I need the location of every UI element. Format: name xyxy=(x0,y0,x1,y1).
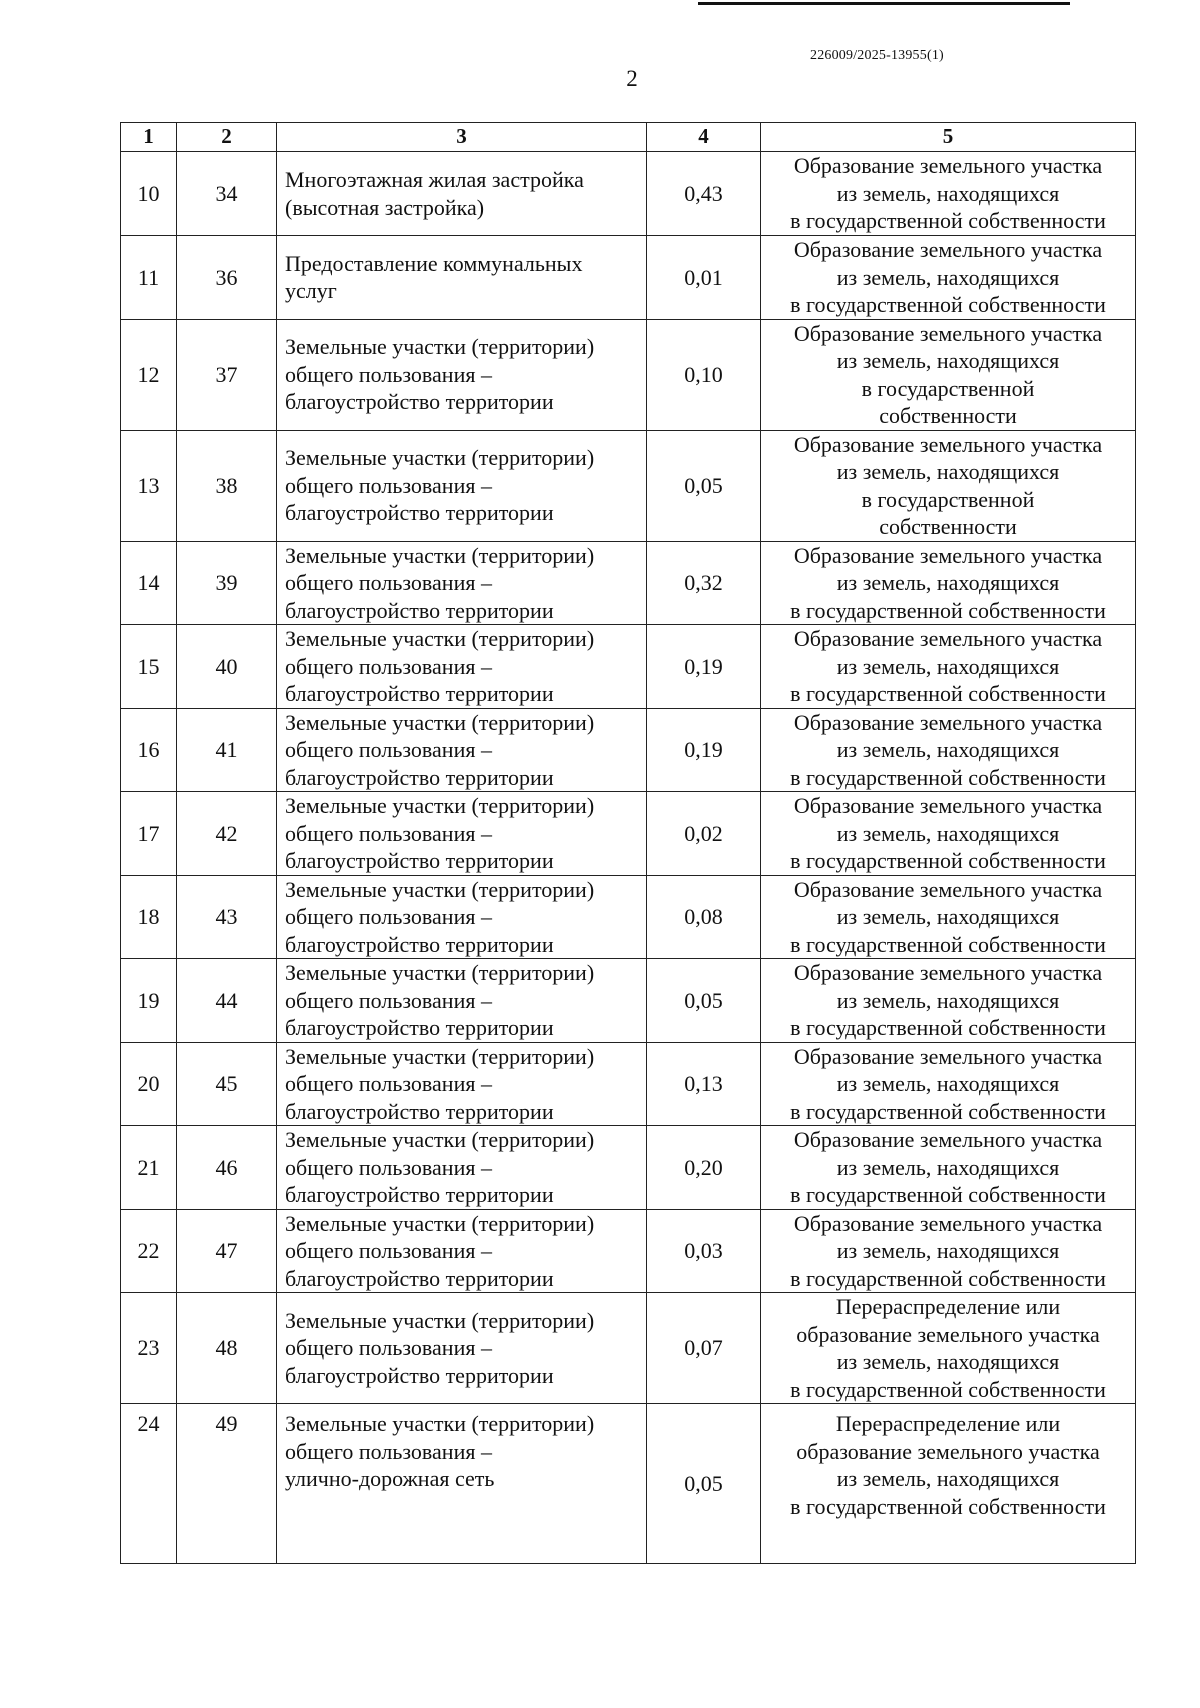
cell-plot-number: 41 xyxy=(177,708,277,792)
cell-formation-method-line: Образование земельного участка xyxy=(793,626,1103,651)
cell-formation-method xyxy=(761,236,1136,320)
table-header-row xyxy=(121,123,1136,152)
cell-permitted-use-line: Земельные участки (территории) xyxy=(285,1043,595,1069)
column-header: 1 xyxy=(121,123,177,152)
cell-plot-number: 40 xyxy=(177,625,277,709)
cell-plot-number: 44 xyxy=(177,959,277,1043)
cell-formation-method-line: из земель, находящихся xyxy=(836,459,1060,484)
cell-area: 0,02 xyxy=(647,792,761,876)
cell-formation-method-line: собственности xyxy=(879,403,1017,428)
cell-plot-number: 36 xyxy=(177,236,277,320)
cell-permitted-use-line: общего пользования – xyxy=(285,1071,492,1096)
cell-permitted-use-line: общего пользования – xyxy=(285,472,492,498)
table-row xyxy=(121,152,1136,236)
cell-formation-method-line: в государственной собственности xyxy=(790,1015,1106,1040)
cell-area: 0,19 xyxy=(647,625,761,709)
cell-permitted-use-line: Земельные участки (территории) xyxy=(285,709,595,735)
cell-permitted-use-line: Земельные участки (территории) xyxy=(285,960,595,985)
cell-formation-method xyxy=(761,875,1136,959)
cell-permitted-use-line: общего пользования – xyxy=(285,653,492,679)
cell-permitted-use-line: Земельные участки (территории) xyxy=(285,1307,595,1333)
cell-row-number: 21 xyxy=(121,1126,177,1210)
cell-formation-method-line: из земель, находящихся xyxy=(836,1466,1060,1491)
table-row xyxy=(121,625,1136,709)
cell-permitted-use-line: Предоставление коммунальных xyxy=(285,250,583,276)
cell-row-number: 24 xyxy=(121,1404,177,1564)
cell-formation-method-line: из земель, находящихся xyxy=(836,180,1060,206)
cell-permitted-use-line: Земельные участки (территории) xyxy=(285,1127,595,1152)
cell-permitted-use-line: Земельные участки (территории) xyxy=(285,1411,595,1436)
cell-plot-number: 49 xyxy=(177,1404,277,1564)
cell-permitted-use-line: благоустройство территории xyxy=(285,1015,554,1040)
cell-permitted-use xyxy=(277,1042,647,1126)
cell-permitted-use-line: услуг xyxy=(285,278,337,304)
cell-permitted-use-line: благоустройство территории xyxy=(285,1362,554,1388)
cell-permitted-use-line: общего пользования – xyxy=(285,820,492,846)
column-header: 4 xyxy=(647,123,761,152)
cell-permitted-use-line: благоустройство территории xyxy=(285,931,554,957)
cell-formation-method-line: в государственной собственности xyxy=(790,597,1106,623)
cell-formation-method-line: в государственной собственности xyxy=(790,1265,1106,1291)
cell-area: 0,05 xyxy=(647,1404,761,1564)
cell-formation-method-line: Образование земельного участка xyxy=(793,153,1103,179)
cell-formation-method xyxy=(761,541,1136,625)
cell-formation-method-line: собственности xyxy=(879,514,1017,539)
cell-permitted-use xyxy=(277,236,647,320)
cell-formation-method-line: из земель, находящихся xyxy=(836,653,1060,679)
cell-row-number: 13 xyxy=(121,430,177,541)
cell-area: 0,05 xyxy=(647,430,761,541)
cell-plot-number: 48 xyxy=(177,1293,277,1404)
cell-formation-method-line: из земель, находящихся xyxy=(836,1349,1060,1374)
cell-formation-method-line: Образование земельного участка xyxy=(793,709,1103,735)
cell-formation-method xyxy=(761,319,1136,430)
cell-plot-number: 46 xyxy=(177,1126,277,1210)
cell-permitted-use-line: благоустройство территории xyxy=(285,500,554,526)
cell-formation-method-line: Образование земельного участка xyxy=(793,320,1103,346)
cell-area: 0,20 xyxy=(647,1126,761,1210)
cell-permitted-use-line: общего пользования – xyxy=(285,904,492,929)
cell-permitted-use xyxy=(277,1404,647,1564)
cell-plot-number: 37 xyxy=(177,319,277,430)
cell-formation-method xyxy=(761,152,1136,236)
cell-permitted-use-line: общего пользования – xyxy=(285,570,492,595)
cell-area: 0,32 xyxy=(647,541,761,625)
cell-permitted-use-line: благоустройство территории xyxy=(285,681,554,706)
page-number: 2 xyxy=(626,66,638,91)
cell-area: 0,10 xyxy=(647,319,761,430)
cell-formation-method-line: Образование земельного участка xyxy=(793,431,1103,457)
cell-formation-method-line: из земель, находящихся xyxy=(836,987,1060,1013)
cell-formation-method-line: в государственной собственности xyxy=(790,208,1106,234)
cell-formation-method-line: из земель, находящихся xyxy=(836,264,1060,290)
cell-permitted-use xyxy=(277,875,647,959)
cell-formation-method-line: в государственной xyxy=(861,486,1035,512)
cell-permitted-use-line: (высотная застройка) xyxy=(285,194,485,220)
cell-formation-method xyxy=(761,959,1136,1043)
cell-permitted-use-line: общего пользования – xyxy=(285,1154,492,1180)
cell-formation-method-line: Образование земельного участка xyxy=(793,542,1103,568)
table-row xyxy=(121,236,1136,320)
cell-plot-number: 34 xyxy=(177,152,277,236)
land-plots-table xyxy=(120,122,1136,1564)
cell-plot-number: 39 xyxy=(177,541,277,625)
cell-permitted-use-line: Земельные участки (территории) xyxy=(285,542,595,568)
cell-row-number: 10 xyxy=(121,152,177,236)
cell-permitted-use xyxy=(277,1209,647,1293)
table-row xyxy=(121,875,1136,959)
cell-permitted-use-line: общего пользования – xyxy=(285,987,492,1013)
table-row xyxy=(121,1404,1136,1564)
table-body xyxy=(121,152,1136,1564)
table-row xyxy=(121,792,1136,876)
cell-formation-method-line: в государственной собственности xyxy=(790,1376,1106,1402)
cell-permitted-use-line: улично-дорожная сеть xyxy=(285,1466,495,1491)
cell-formation-method-line: в государственной собственности xyxy=(790,1493,1106,1519)
cell-row-number: 11 xyxy=(121,236,177,320)
table-row xyxy=(121,959,1136,1043)
cell-permitted-use-line: Земельные участки (территории) xyxy=(285,793,595,818)
cell-permitted-use-line: общего пользования – xyxy=(285,737,492,762)
cell-permitted-use-line: благоустройство территории xyxy=(285,597,554,623)
table-row xyxy=(121,319,1136,430)
cell-formation-method xyxy=(761,1126,1136,1210)
cell-permitted-use xyxy=(277,1293,647,1404)
cell-permitted-use-line: общего пользования – xyxy=(285,361,492,387)
cell-permitted-use xyxy=(277,319,647,430)
cell-area: 0,07 xyxy=(647,1293,761,1404)
cell-permitted-use xyxy=(277,708,647,792)
cell-permitted-use xyxy=(277,792,647,876)
cell-permitted-use-line: Земельные участки (территории) xyxy=(285,626,595,651)
cell-plot-number: 43 xyxy=(177,875,277,959)
cell-permitted-use xyxy=(277,959,647,1043)
cell-permitted-use-line: благоустройство территории xyxy=(285,389,554,415)
cell-formation-method xyxy=(761,1293,1136,1404)
cell-formation-method-line: в государственной собственности xyxy=(790,848,1106,873)
cell-formation-method xyxy=(761,430,1136,541)
cell-area: 0,08 xyxy=(647,875,761,959)
cell-formation-method xyxy=(761,708,1136,792)
cell-area: 0,01 xyxy=(647,236,761,320)
cell-permitted-use-line: общего пользования – xyxy=(285,1438,492,1464)
cell-row-number: 14 xyxy=(121,541,177,625)
cell-row-number: 20 xyxy=(121,1042,177,1126)
cell-permitted-use-line: благоустройство территории xyxy=(285,1098,554,1124)
cell-row-number: 17 xyxy=(121,792,177,876)
cell-row-number: 15 xyxy=(121,625,177,709)
cell-formation-method-line: из земель, находящихся xyxy=(836,820,1060,846)
column-header: 5 xyxy=(761,123,1136,152)
cell-row-number: 16 xyxy=(121,708,177,792)
cell-formation-method-line: Образование земельного участка xyxy=(793,1210,1103,1236)
cell-formation-method-line: Образование земельного участка xyxy=(793,793,1103,818)
cell-formation-method-line: из земель, находящихся xyxy=(836,904,1060,929)
cell-formation-method-line: в государственной собственности xyxy=(790,681,1106,706)
cell-area: 0,43 xyxy=(647,152,761,236)
cell-plot-number: 45 xyxy=(177,1042,277,1126)
cell-formation-method-line: из земель, находящихся xyxy=(836,737,1060,762)
table-row xyxy=(121,708,1136,792)
table-row xyxy=(121,1209,1136,1293)
table-row xyxy=(121,541,1136,625)
cell-permitted-use-line: Земельные участки (территории) xyxy=(285,445,595,471)
column-header: 2 xyxy=(177,123,277,152)
cell-formation-method-line: из земель, находящихся xyxy=(836,348,1060,373)
cell-formation-method-line: в государственной xyxy=(861,375,1035,401)
cell-permitted-use-line: благоустройство территории xyxy=(285,848,554,873)
document-number: 226009/2025-13955(1) xyxy=(810,48,944,63)
cell-permitted-use-line: благоустройство территории xyxy=(285,1182,554,1207)
cell-formation-method xyxy=(761,1209,1136,1293)
cell-formation-method-line: образование земельного участка xyxy=(796,1321,1100,1347)
cell-formation-method-line: образование земельного участка xyxy=(796,1438,1100,1464)
table-row xyxy=(121,1126,1136,1210)
cell-permitted-use-line: благоустройство территории xyxy=(285,764,554,790)
cell-formation-method-line: в государственной собственности xyxy=(790,1182,1106,1207)
cell-formation-method xyxy=(761,1404,1136,1564)
cell-formation-method-line: Образование земельного участка xyxy=(793,237,1103,262)
cell-row-number: 12 xyxy=(121,319,177,430)
cell-plot-number: 42 xyxy=(177,792,277,876)
cell-row-number: 22 xyxy=(121,1209,177,1293)
table-row xyxy=(121,1293,1136,1404)
cell-formation-method-line: Перераспределение или xyxy=(835,1294,1061,1319)
cell-permitted-use xyxy=(277,1126,647,1210)
top-rule xyxy=(698,2,1070,5)
cell-permitted-use-line: Многоэтажная жилая застройка xyxy=(285,167,584,192)
cell-row-number: 18 xyxy=(121,875,177,959)
cell-permitted-use xyxy=(277,625,647,709)
cell-formation-method-line: Образование земельного участка xyxy=(793,1043,1103,1069)
cell-formation-method-line: Перераспределение или xyxy=(835,1411,1061,1436)
cell-formation-method-line: из земель, находящихся xyxy=(836,570,1060,595)
cell-formation-method-line: Образование земельного участка xyxy=(793,876,1103,902)
cell-formation-method-line: в государственной собственности xyxy=(790,292,1106,317)
cell-formation-method xyxy=(761,625,1136,709)
cell-plot-number: 47 xyxy=(177,1209,277,1293)
cell-permitted-use-line: благоустройство территории xyxy=(285,1265,554,1291)
cell-row-number: 19 xyxy=(121,959,177,1043)
cell-permitted-use xyxy=(277,541,647,625)
cell-permitted-use-line: общего пользования – xyxy=(285,1238,492,1263)
cell-permitted-use-line: Земельные участки (территории) xyxy=(285,334,595,360)
cell-formation-method-line: Образование земельного участка xyxy=(793,960,1103,985)
cell-formation-method-line: из земель, находящихся xyxy=(836,1154,1060,1180)
cell-area: 0,13 xyxy=(647,1042,761,1126)
cell-row-number: 23 xyxy=(121,1293,177,1404)
cell-formation-method xyxy=(761,1042,1136,1126)
cell-formation-method-line: в государственной собственности xyxy=(790,931,1106,957)
table-row xyxy=(121,1042,1136,1126)
cell-formation-method xyxy=(761,792,1136,876)
cell-formation-method-line: в государственной собственности xyxy=(790,764,1106,790)
cell-formation-method-line: из земель, находящихся xyxy=(836,1238,1060,1263)
cell-permitted-use xyxy=(277,430,647,541)
cell-area: 0,03 xyxy=(647,1209,761,1293)
cell-formation-method-line: Образование земельного участка xyxy=(793,1127,1103,1152)
column-header: 3 xyxy=(277,123,647,152)
cell-permitted-use-line: Земельные участки (территории) xyxy=(285,876,595,902)
cell-permitted-use-line: общего пользования – xyxy=(285,1335,492,1361)
table-row xyxy=(121,430,1136,541)
cell-permitted-use-line: Земельные участки (территории) xyxy=(285,1210,595,1236)
cell-area: 0,19 xyxy=(647,708,761,792)
cell-formation-method-line: из земель, находящихся xyxy=(836,1071,1060,1096)
cell-area: 0,05 xyxy=(647,959,761,1043)
cell-formation-method-line: в государственной собственности xyxy=(790,1098,1106,1124)
cell-permitted-use xyxy=(277,152,647,236)
cell-plot-number: 38 xyxy=(177,430,277,541)
